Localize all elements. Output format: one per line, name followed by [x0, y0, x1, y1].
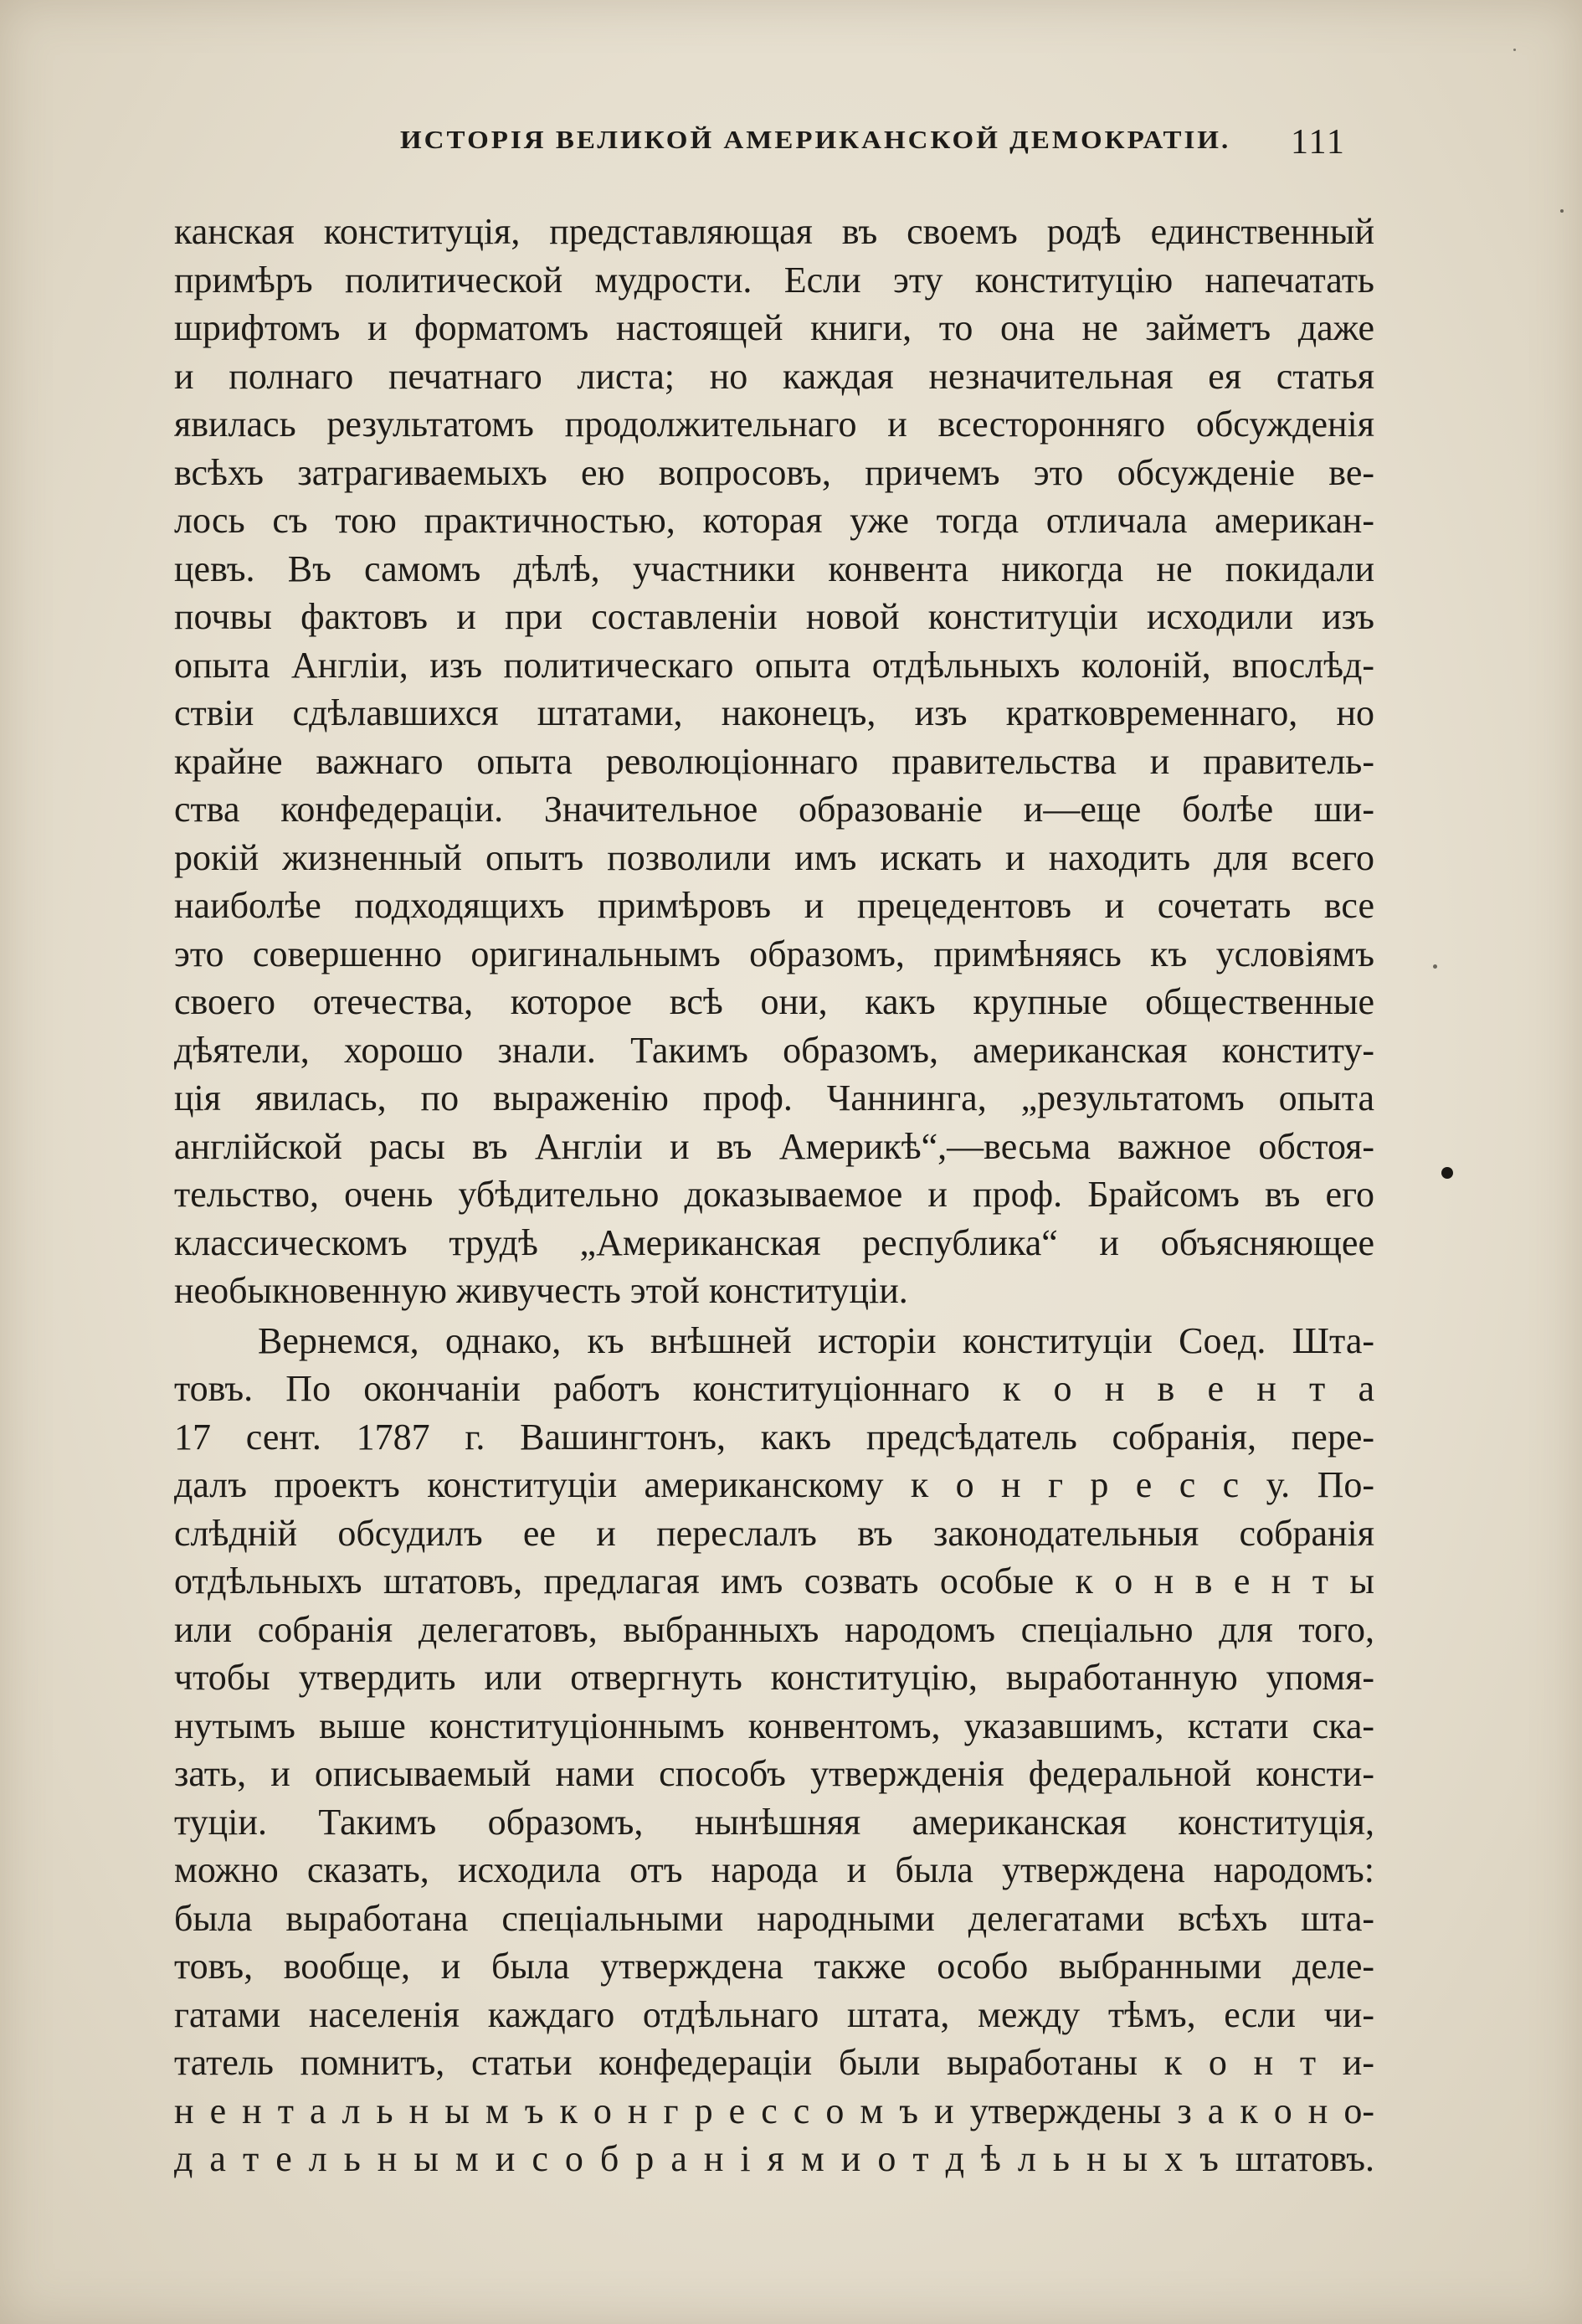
- text-line: ствіи сдѣлавшихся штатами, наконецъ, изъ кратковременнаго, но: [174, 692, 1374, 733]
- text-line: или собранія делегатовъ, выбранныхъ народомъ спеціально для того,: [174, 1608, 1374, 1650]
- text-line: товъ, вообще, и была утверждена также особо выбранными деле-: [174, 1946, 1374, 1987]
- text-line: Вернемся, однако, къ внѣшней исторіи конституціи Соед. Шта-: [258, 1319, 1374, 1361]
- ink-speck: [1513, 49, 1516, 51]
- text-line: необыкновенную живучесть этой конституціи.: [174, 1270, 908, 1311]
- text-line: канская конституція, представляющая въ своемъ родѣ единственный: [174, 211, 1374, 252]
- text-line: опыта Англіи, изъ политическаго опыта отдѣльныхъ колоній, впослѣд-: [174, 644, 1374, 686]
- text-line: слѣдній обсудилъ ее и переслалъ въ законодательныя собранія: [174, 1512, 1374, 1554]
- text-line: лось съ тою практичностью, которая уже тогда отличала американ-: [174, 500, 1374, 541]
- text-line: была выработана спеціальными народными делегатами всѣхъ шта-: [174, 1897, 1374, 1939]
- text-line: зать, и описываемый нами способъ утвержденія федеральной консти-: [174, 1753, 1374, 1794]
- ink-speck: [1560, 209, 1564, 213]
- text-line: ція явилась, по выраженію проф. Чаннинга, „результатомъ опыта: [174, 1077, 1374, 1118]
- ink-spot: [1441, 1167, 1453, 1179]
- text-line: чтобы утвердить или отвергнуть конституцію, выработанную упомя-: [174, 1657, 1374, 1698]
- text-line: своего отечества, которое всѣ они, какъ крупные общественные: [174, 981, 1374, 1022]
- text-line: тельство, очень убѣдительно доказываемое и проф. Брайсомъ въ его: [174, 1174, 1374, 1215]
- text-line: отдѣльныхъ штатовъ, предлагая имъ созвать особые к о н в е н т ы: [174, 1560, 1374, 1602]
- page-number: 111: [1291, 123, 1346, 162]
- text-line: крайне важнаго опыта революціоннаго правительства и правитель-: [174, 740, 1374, 782]
- text-line: шрифтомъ и форматомъ настоящей книги, то она не займетъ даже: [174, 307, 1374, 348]
- text-line: англійской расы въ Англіи и въ Америкѣ“,—весьма важное обстоя-: [174, 1125, 1374, 1167]
- body-text: [174, 208, 1374, 2183]
- text-line: можно сказать, исходила отъ народа и была утверждена народомъ:: [174, 1849, 1374, 1890]
- text-line: д а т е л ь н ы м и с о б р а н і я м и о т д ѣ л ь н ы х ъ штатовъ.: [174, 2138, 1374, 2179]
- text-line: н е н т а л ь н ы м ъ к о н г р е с с о м ъ и утверждены з а к о н о-: [174, 2090, 1374, 2131]
- text-line: почвы фактовъ и при составленіи новой конституціи исходили изъ: [174, 596, 1374, 637]
- text-line: и полнаго печатнаго листа; но каждая незначительная ея статья: [174, 355, 1374, 397]
- text-line: это совершенно оригинальнымъ образомъ, примѣняясь къ условіямъ: [174, 933, 1374, 974]
- paragraph-1: [174, 208, 1374, 1315]
- text-line: наиболѣе подходящихъ примѣровъ и прецедентовъ и сочетать все: [174, 885, 1374, 926]
- paragraph-2: [174, 1317, 1374, 2183]
- text-line: всѣхъ затрагиваемыхъ ею вопросовъ, причемъ это обсужденіе ве-: [174, 451, 1374, 493]
- text-line: татель помнитъ, статьи конфедераціи были выработаны к о н т и-: [174, 2042, 1374, 2083]
- text-line: дѣятели, хорошо знали. Такимъ образомъ, американская конститу-: [174, 1029, 1374, 1071]
- text-line: далъ проектъ конституціи американскому к о н г р е с с у. По-: [174, 1464, 1374, 1505]
- text-line: 17 сент. 1787 г. Вашингтонъ, какъ предсѣдатель собранія, пере-: [174, 1416, 1374, 1458]
- text-line: туціи. Такимъ образомъ, нынѣшняя американская конституція,: [174, 1801, 1374, 1843]
- text-line: ства конфедераціи. Значительное образованіе и—еще болѣе ши-: [174, 789, 1374, 830]
- text-line: примѣръ политической мудрости. Если эту конституцію напечатать: [174, 259, 1374, 301]
- ink-speck: [1433, 964, 1437, 969]
- text-line: гатами населенія каждаго отдѣльнаго штата, между тѣмъ, если чи-: [174, 1993, 1374, 2035]
- running-title: ИСТОРІЯ ВЕЛИКОЙ АМЕРИКАНСКОЙ ДЕМОКРАТІИ.: [400, 126, 1231, 155]
- text-line: рокій жизненный опытъ позволили имъ искать и находить для всего: [174, 836, 1374, 878]
- text-line: нутымъ выше конституціоннымъ конвентомъ, указавшимъ, кстати ска-: [174, 1704, 1374, 1746]
- text-line: товъ. По окончаніи работъ конституціоннаго к о н в е н т а: [174, 1368, 1374, 1409]
- text-line: явилась результатомъ продолжительнаго и всесторонняго обсужденія: [174, 404, 1374, 445]
- text-line: цевъ. Въ самомъ дѣлѣ, участники конвента никогда не покидали: [174, 548, 1374, 589]
- text-line: классическомъ трудѣ „Американская республика“ и объясняющее: [174, 1221, 1374, 1263]
